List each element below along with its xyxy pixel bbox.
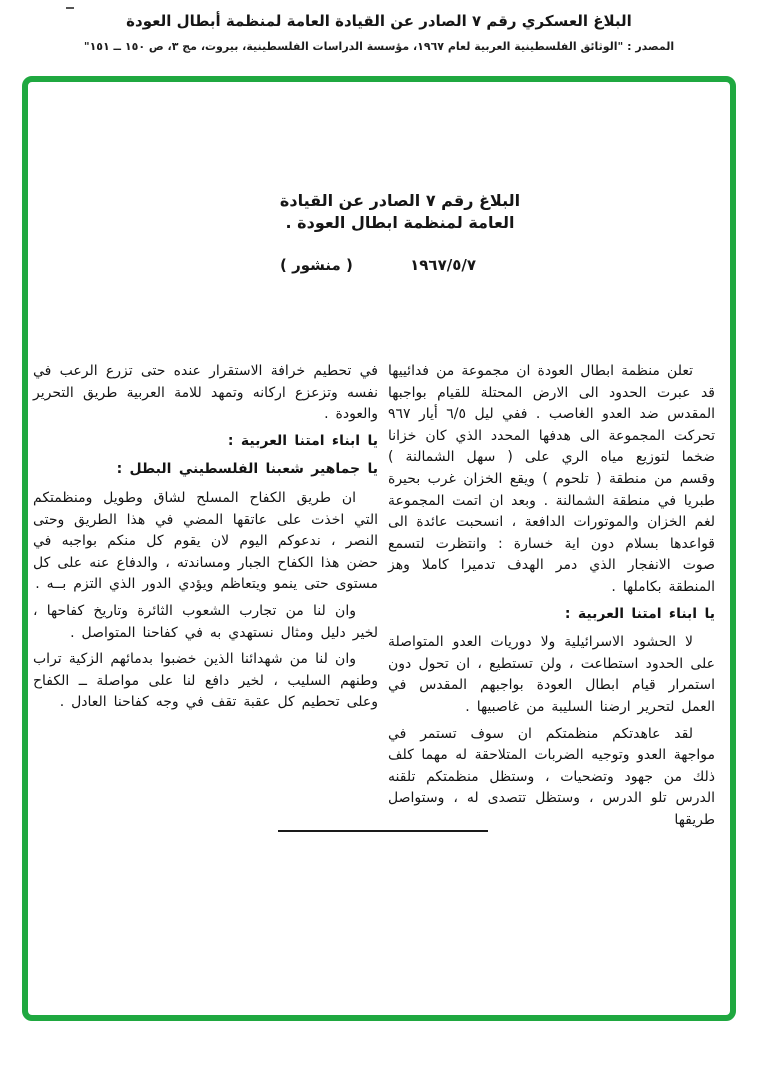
paragraph: لا الحشود الاسرائيلية ولا دوريات العدو المتواصلة على الحدود استطاعت ، ولن تستطيع ، ان تحول دون استمرار قيام ابطال العودة بواجبهم المقدس في العمل لتحرير ارضنا السليبة من غاصبيها .: [388, 634, 715, 715]
source-line: المصدر : "الوثائق الفلسطينية العربية لعام ١٩٦٧، مؤسسة الدراسات الفلسطينية، بيروت، مج ٣، ص ١٥٠ ــ ١٥١": [83, 40, 675, 53]
document-title-line1: البلاغ رقم ٧ الصادر عن القيادة: [279, 191, 521, 210]
paragraph: لقد عاهدتكم منظمتكم ان سوف تستمر في مواجهة العدو وتوجيه الضربات المتلاحقة له مهما كلف ذلك من جهود وتضحيات ، وستظل منظمتكم تلقنه الدرس تلو الدرس ، وستظل تتصدى له ، وستواصل طريقها: [388, 725, 715, 828]
date-row: [280, 256, 476, 274]
scan-artifact-dash: [66, 7, 74, 9]
paragraph: وان لنا من شهدائنا الذين خضبوا بدمائهم الزكية تراب وطنهم السليب ، لخير دافع لنا على مواصلة ــ الكفاح وعلى تحطيم كل عقبة تقف في وجه كفاحنا العادل .: [33, 651, 378, 711]
text-column-right: [388, 361, 715, 836]
paragraph: ان طريق الكفاح المسلح لشاق وطويل ومنظمتكم التي اخذت على عاتقها المضي في هذا الطريق وحتى النصر ، ندعوكم اليوم لان يقوم كل منكم بواجبه في حضن هذا الكفاح الجبار ومساندته ، والدفاع عنه على كل مستوى حتى ينمو ويتعاظم ويؤدي الدور الذي التزم بــه .: [33, 489, 378, 593]
paragraph: وان لنا من تجارب الشعوب الثائرة وتاريخ كفاحها ، لخير دليل ومثال نستهدي به في كفاحنا المتواصل .: [33, 602, 378, 641]
section-heading: يا ابناء امتنا العربية :: [564, 605, 715, 622]
document-date: ١٩٦٧/٥/٧: [410, 256, 476, 274]
closing-divider-line: [278, 830, 488, 832]
page-title: البلاغ العسكري رقم ٧ الصادر عن القيادة العامة لمنظمة أبطال العودة: [126, 12, 632, 30]
paragraph: تعلن منظمة ابطال العودة ان مجموعة من فدائييها قد عبرت الحدود الى الارض المحتلة للقيام بواجبها المقدس ضد العدو الغاصب . ففي ليل ٦/٥ أيار ٩٦٧ تحركت المجموعة الى هدفها المحدد الذي كان خزانا ضخما لتوزيع مياه الري على ( سهل الشمالنة ) وقسم من منطقة ( تلحوم ) ويقع الخزان غرب بحيرة طبريا في منطقة الشمالنة . وبعد ان اتمت المجموعة لغم الخزان والموتورات الدافعة ، انسحبت عائدة الى قواعدها بسلام دون اية خسارة : وانتظرت لتسمع صوت الانفجار الذي دمر الهدف تدميرا كاملا وهز المنطقة بكاملها .: [388, 363, 715, 595]
text-column-left: [33, 361, 378, 719]
page-header: [0, 12, 758, 53]
published-label: ( منشور ): [280, 256, 353, 274]
document-title-line2: العامة لمنظمة ابطال العودة .: [285, 213, 515, 232]
paragraph: في تحطيم خرافة الاستقرار عنده حتى تزرع الرعب في نفسه وتزعزع اركانه وتمهد للامة العربية طريق التحرير والعودة .: [33, 363, 378, 423]
section-heading: يا جماهير شعبنا الفلسطيني البطل :: [116, 461, 378, 478]
document-title: [250, 190, 550, 234]
section-heading: يا ابناء امتنا العربية :: [227, 432, 378, 449]
